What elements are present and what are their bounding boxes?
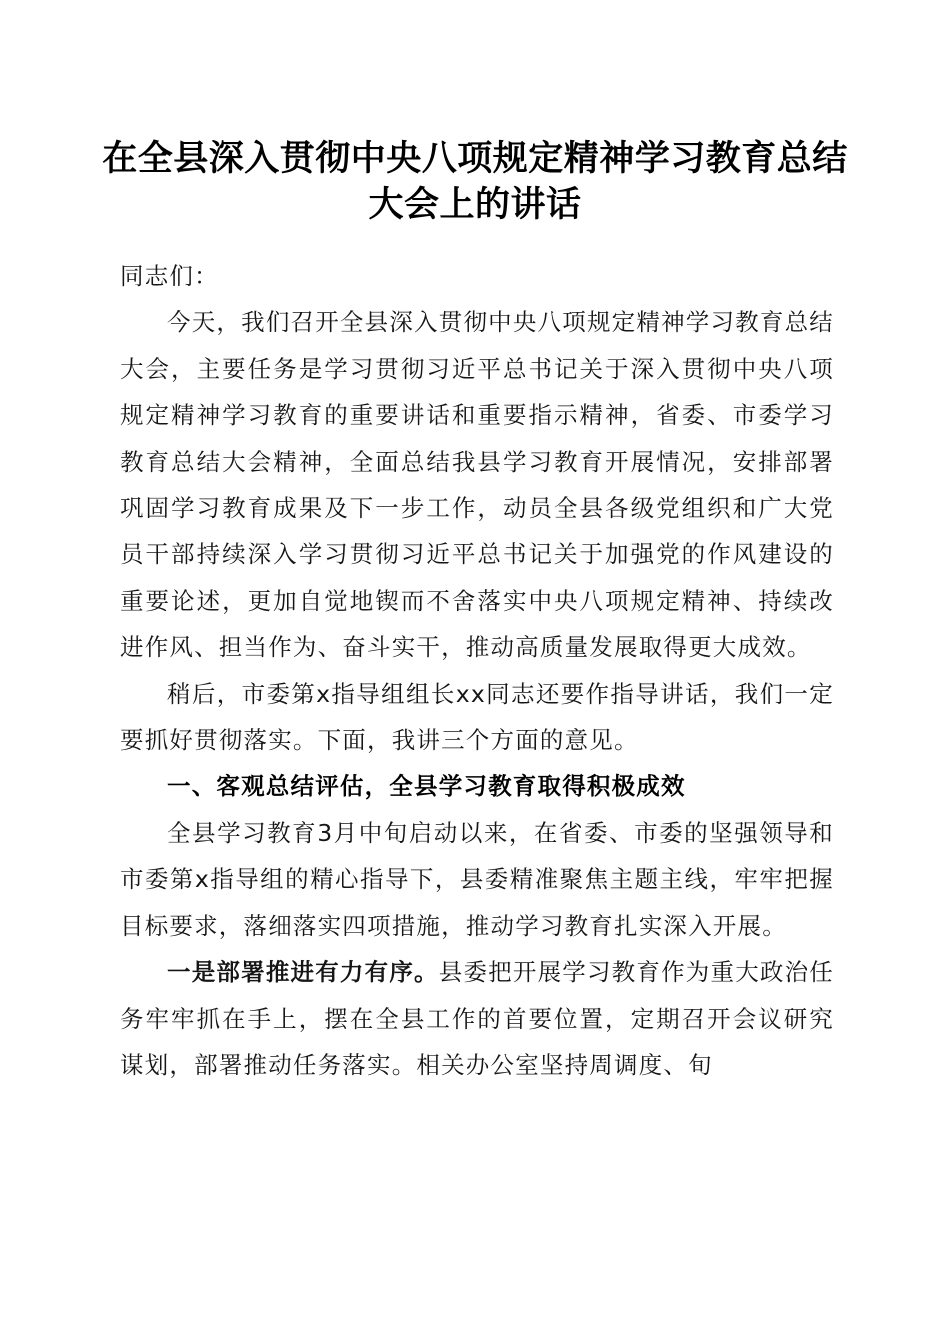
document-title: 在全县深入贯彻中央八项规定精神学习教育总结大会上的讲话 xyxy=(102,138,848,225)
paragraph-summary: 全县学习教育3月中旬启动以来，在省委、市委的坚强领导和市委第x指导组的精心指导下，县委精准聚焦主题主线，牢牢把握目标要求，落细落实四项措施，推动学习教育扎实深入开展。 xyxy=(120,818,834,940)
document-body xyxy=(120,253,834,1088)
paragraph-deployment xyxy=(120,949,834,1088)
salutation: 同志们： xyxy=(120,262,219,290)
paragraph-deployment-text: 县委把开展学习教育作为重大政治任务牢牢抓在手上，摆在全县工作的首要位置，定期召开会议研究谋划，部署推动任务落实。相关办公室坚持周调度、旬 xyxy=(120,958,835,1079)
paragraph-transition: 稍后，市委第x指导组组长xx同志还要作指导讲话，我们一定要抓好贯彻落实。下面，我讲三个方面的意见。 xyxy=(120,679,834,755)
section-heading-1: 一、客观总结评估，全县学习教育取得积极成效 xyxy=(167,772,686,801)
paragraph-deployment-lead: 一是部署推进有力有序。 xyxy=(167,958,439,987)
paragraph-opening: 今天，我们召开全县深入贯彻中央八项规定精神学习教育总结大会，主要任务是学习贯彻习近平总书记关于深入贯彻中央八项规定精神学习教育的重要讲话和重要指示精神，省委、市委学习教育总结大会精神，全面总结我县学习教育开展情况，安排部署巩固学习教育成果及下一步工作，动员全县各级党组织和广大党员干部持续深入学习贯彻习近平总书记关于加强党的作风建设的重要论述，更加自觉地锲而不舍落实中央八项规定精神、持续改进作风、担当作为、奋斗实干，推动高质量发展取得更大成效。 xyxy=(120,308,834,662)
